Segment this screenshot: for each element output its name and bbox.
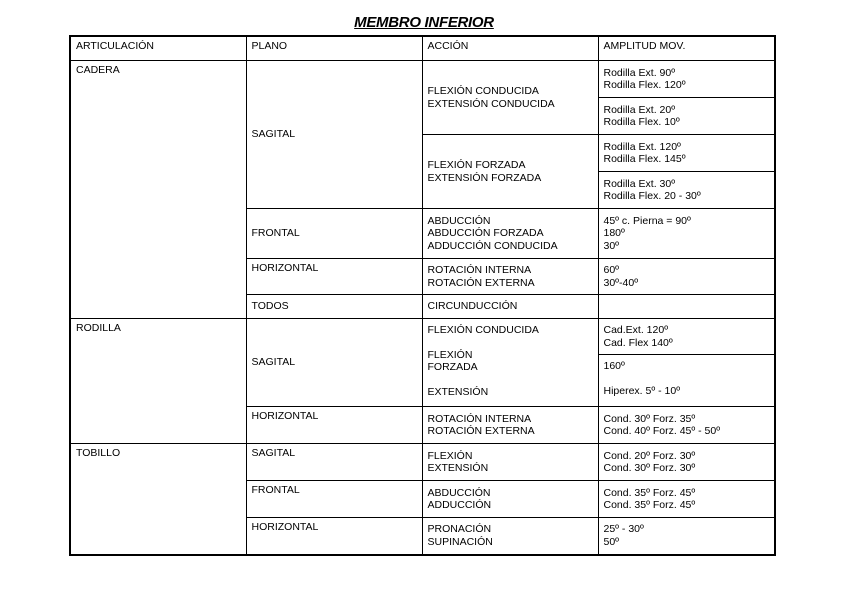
table-row: [70, 444, 775, 481]
amplitud-cell: Cond. 30º Forz. 35º Cond. 40º Forz. 45º - 50º: [598, 407, 775, 444]
accion-cell: CIRCUNDUCCIÓN: [422, 295, 598, 319]
header-accion: ACCIÓN: [422, 36, 598, 61]
plano-cell: SAGITAL: [246, 61, 422, 209]
plano-cell: FRONTAL: [246, 481, 422, 518]
joint-cadera: CADERA: [70, 61, 246, 319]
accion-cell: FLEXIÓN EXTENSIÓN: [422, 444, 598, 481]
table-row: [70, 319, 775, 355]
accion-cell: ROTACIÓN INTERNA ROTACIÓN EXTERNA: [422, 259, 598, 295]
plano-cell: SAGITAL: [246, 444, 422, 481]
amplitud-cell: Rodilla Ext. 90º Rodilla Flex. 120º: [598, 61, 775, 98]
amplitud-cell: Cad.Ext. 120º Cad. Flex 140º: [598, 319, 775, 355]
amplitud-cell: Rodilla Ext. 20º Rodilla Flex. 10º: [598, 98, 775, 135]
plano-cell: TODOS: [246, 295, 422, 319]
joint-tobillo: TOBILLO: [70, 444, 246, 555]
amplitud-cell: 45º c. Pierna = 90º 180º 30º: [598, 209, 775, 259]
document-title: MEMBRO INFERIOR: [354, 14, 494, 31]
amplitud-cell: Rodilla Ext. 30º Rodilla Flex. 20 - 30º: [598, 172, 775, 209]
accion-cell: PRONACIÓN SUPINACIÓN: [422, 518, 598, 555]
plano-cell: FRONTAL: [246, 209, 422, 259]
joint-range-table: [69, 35, 776, 556]
amplitud-cell: 160º Hiperex. 5º - 10º: [598, 355, 775, 407]
accion-cell: FLEXIÓN CONDUCIDA FLEXIÓN FORZADA EXTENSIÓN: [422, 319, 598, 407]
amplitud-cell: Cond. 35º Forz. 45º Cond. 35º Forz. 45º: [598, 481, 775, 518]
amplitud-cell: 25º - 30º 50º: [598, 518, 775, 555]
header-articulacion: ARTICULACIÓN: [70, 36, 246, 61]
joint-rodilla: RODILLA: [70, 319, 246, 444]
accion-cell: ROTACIÓN INTERNA ROTACIÓN EXTERNA: [422, 407, 598, 444]
plano-cell: SAGITAL: [246, 319, 422, 407]
plano-cell: HORIZONTAL: [246, 259, 422, 295]
plano-cell: HORIZONTAL: [246, 518, 422, 555]
accion-cell: FLEXIÓN CONDUCIDA EXTENSIÓN CONDUCIDA: [422, 61, 598, 135]
accion-cell: ABDUCCIÓN ABDUCCIÓN FORZADA ADDUCCIÓN CONDUCIDA: [422, 209, 598, 259]
header-row: [70, 36, 775, 61]
amplitud-cell: Rodilla Ext. 120º Rodilla Flex. 145º: [598, 135, 775, 172]
table-row: [70, 61, 775, 98]
accion-cell: ABDUCCIÓN ADDUCCIÓN: [422, 481, 598, 518]
amplitud-cell: Cond. 20º Forz. 30º Cond. 30º Forz. 30º: [598, 444, 775, 481]
accion-cell: FLEXIÓN FORZADA EXTENSIÓN FORZADA: [422, 135, 598, 209]
header-plano: PLANO: [246, 36, 422, 61]
plano-cell: HORIZONTAL: [246, 407, 422, 444]
header-amplitud: AMPLITUD MOV.: [598, 36, 775, 61]
amplitud-cell: 60º 30º-40º: [598, 259, 775, 295]
amplitud-cell: [598, 295, 775, 319]
